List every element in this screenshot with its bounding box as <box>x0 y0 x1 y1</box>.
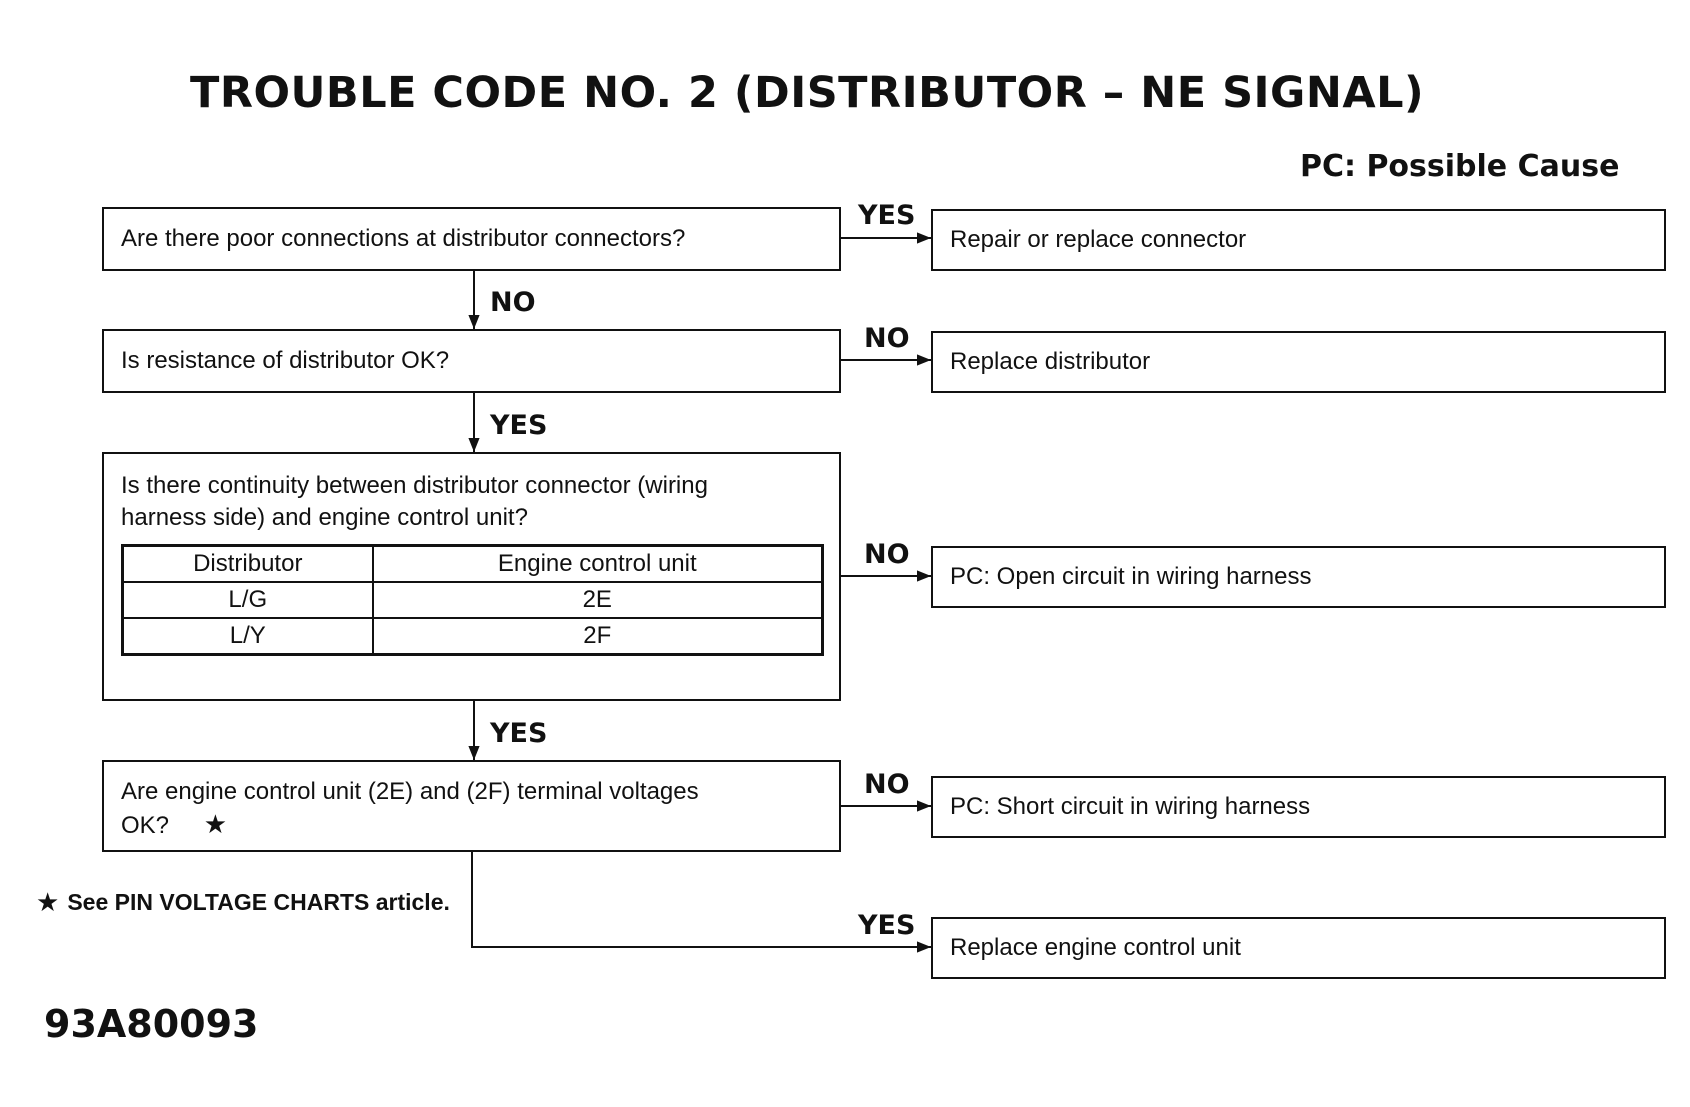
star-icon: ★ <box>36 887 60 917</box>
branch-label-q2-yes: YES <box>490 410 548 441</box>
branch-label-q1-yes: YES <box>858 200 916 231</box>
star-icon: ★ <box>203 809 228 839</box>
question-3-line-2: harness side) and engine control unit? <box>121 504 528 531</box>
branch-label-q3-no: NO <box>864 539 910 570</box>
question-4-line-2-text: OK? <box>121 812 170 839</box>
result-box-4 <box>931 776 1666 838</box>
table-header-ecu: Engine control unit <box>373 546 823 583</box>
branch-label-q4-yes: YES <box>858 910 916 941</box>
question-box-3 <box>102 452 841 701</box>
question-1-text: Are there poor connections at distributor connectors? <box>121 225 686 252</box>
question-4-line-2 <box>121 808 822 842</box>
table-cell-distributor: L/G <box>123 582 373 618</box>
legend-possible-cause: PC: Possible Cause <box>1300 149 1620 184</box>
question-4-line-1: Are engine control unit (2E) and (2F) terminal voltages <box>121 778 699 805</box>
question-box-1 <box>102 207 841 271</box>
table-cell-distributor: L/Y <box>123 618 373 655</box>
result-box-3 <box>931 546 1666 608</box>
result-4-text: PC: Short circuit in wiring harness <box>950 793 1311 820</box>
result-2-text: Replace distributor <box>950 348 1151 375</box>
table-cell-ecu: 2F <box>373 618 823 655</box>
result-5-text: Replace engine control unit <box>950 934 1241 961</box>
table-row <box>123 618 823 655</box>
figure-number: 93A80093 <box>44 1002 259 1046</box>
question-2-text: Is resistance of distributor OK? <box>121 347 450 374</box>
branch-label-q2-no: NO <box>864 323 910 354</box>
result-3-text: PC: Open circuit in wiring harness <box>950 563 1312 590</box>
branch-label-q4-no: NO <box>864 769 910 800</box>
table-header-distributor: Distributor <box>123 546 373 583</box>
question-box-2 <box>102 329 841 393</box>
question-box-4 <box>102 760 841 852</box>
question-3-line-1: Is there continuity between distributor connector (wiring <box>121 472 708 499</box>
branch-label-q1-no: NO <box>490 287 536 318</box>
table-row <box>123 582 823 618</box>
continuity-table <box>121 544 824 656</box>
footnote <box>36 887 450 918</box>
result-box-1 <box>931 209 1666 271</box>
branch-label-q3-yes: YES <box>490 718 548 749</box>
table-header-row <box>123 546 823 583</box>
footnote-text: See PIN VOLTAGE CHARTS article. <box>67 889 450 915</box>
result-1-text: Repair or replace connector <box>950 226 1247 253</box>
table-cell-ecu: 2E <box>373 582 823 618</box>
diagram-title: TROUBLE CODE NO. 2 (DISTRIBUTOR – NE SIGNAL) <box>190 68 1425 118</box>
result-box-5 <box>931 917 1666 979</box>
result-box-2 <box>931 331 1666 393</box>
